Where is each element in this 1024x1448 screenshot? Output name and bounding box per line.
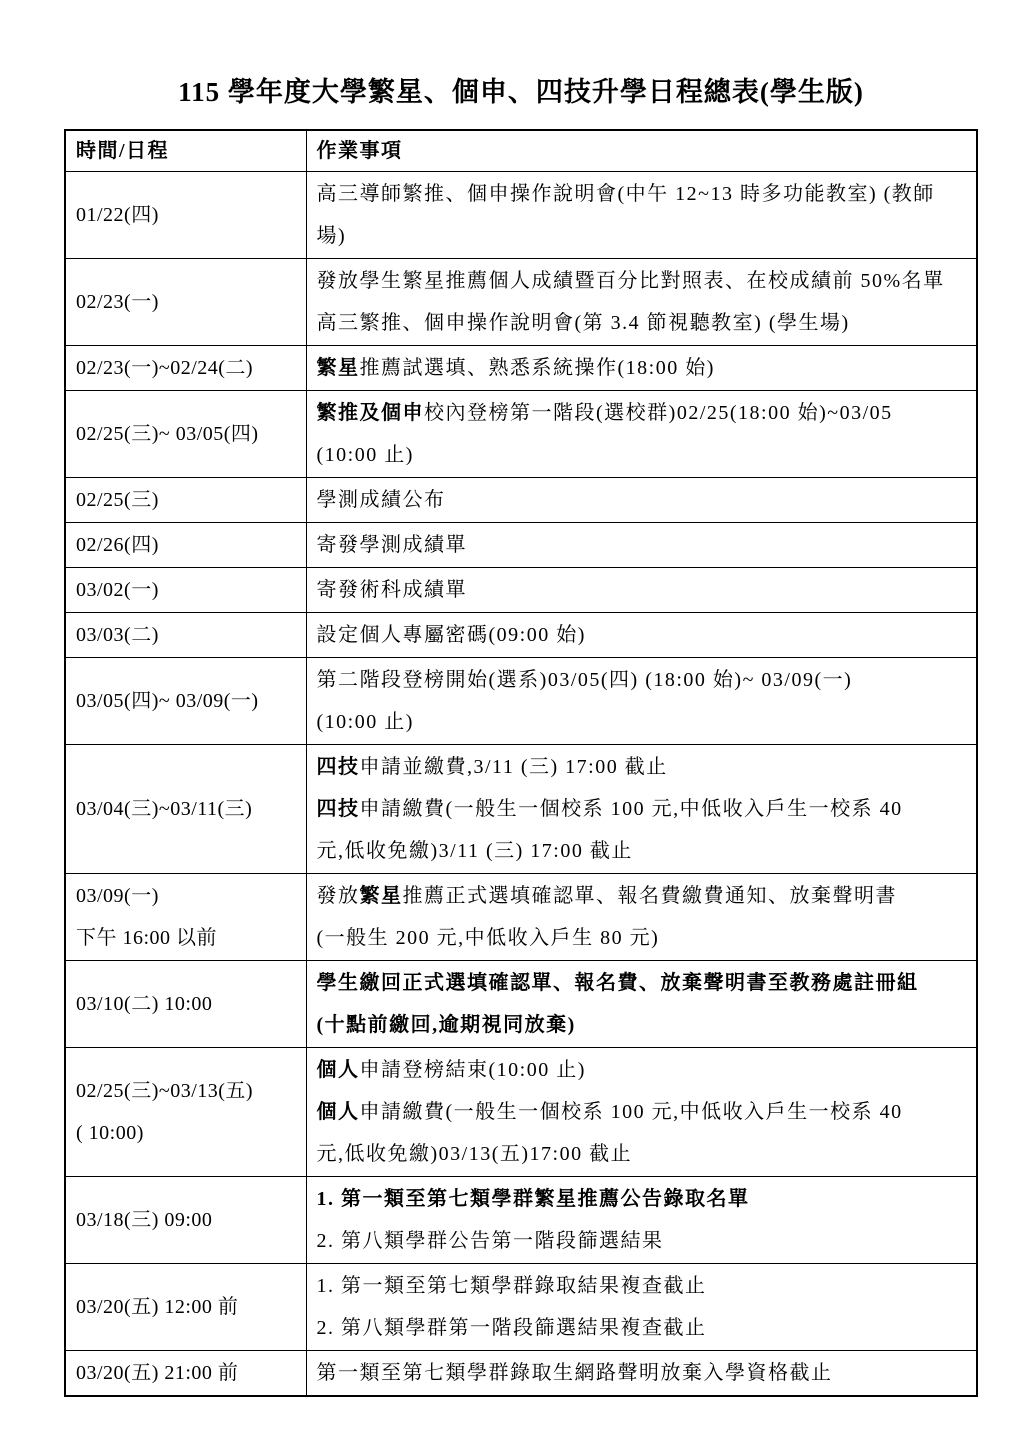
task-line	[317, 746, 969, 788]
task-line	[317, 347, 969, 389]
task-text: 1. 第一類至第七類學群錄取結果複查截止	[316, 1275, 707, 1297]
table-row	[65, 478, 977, 523]
task-line	[317, 524, 969, 566]
time-cell	[65, 1351, 306, 1397]
task-line	[317, 701, 969, 743]
table-row	[65, 613, 977, 658]
task-cell	[306, 172, 977, 259]
table-row	[65, 1048, 977, 1177]
task-line	[317, 1352, 969, 1394]
task-text-bold: 個人	[316, 1059, 360, 1081]
task-line	[317, 392, 969, 434]
table-row	[65, 1351, 977, 1397]
task-text-bold: 個人	[316, 1101, 360, 1123]
table-row	[65, 874, 977, 961]
task-cell	[306, 259, 977, 346]
task-text-bold: 四技	[316, 756, 360, 778]
time-cell	[65, 568, 306, 613]
task-text-bold: (十點前繳回,逾期視同放棄)	[316, 1014, 576, 1036]
table-row	[65, 523, 977, 568]
task-text: 申請登榜結束(10:00 止)	[359, 1059, 586, 1081]
time-line: 03/05(四)~ 03/09(一)	[76, 690, 259, 712]
task-cell	[306, 1048, 977, 1177]
time-line: ( 10:00)	[76, 1122, 144, 1144]
task-line	[317, 434, 969, 476]
task-text: (一般生 200 元,中低收入戶生 80 元)	[316, 927, 660, 949]
table-row	[65, 346, 977, 391]
task-text: 2. 第八類學群第一階段篩選結果複查截止	[316, 1317, 707, 1339]
task-text: 寄發學測成績單	[316, 534, 467, 556]
table-row	[65, 745, 977, 874]
task-text: 元,低收免繳)3/11 (三) 17:00 截止	[316, 840, 633, 862]
time-cell	[65, 658, 306, 745]
task-text-bold: 1. 第一類至第七類學群繁星推薦公告錄取名單	[316, 1188, 750, 1210]
table-row	[65, 391, 977, 478]
task-line	[317, 1220, 969, 1262]
task-cell	[306, 874, 977, 961]
task-text-bold: 四技	[316, 798, 360, 820]
task-cell	[306, 745, 977, 874]
task-text: 校內登榜第一階段(選校群)02/25(18:00 始)~03/05	[424, 402, 893, 424]
task-line	[317, 1049, 969, 1091]
task-line	[317, 614, 969, 656]
table-row	[65, 961, 977, 1048]
task-text: 第二階段登榜開始(選系)03/05(四) (18:00 始)~ 03/09(一)	[316, 669, 853, 691]
task-cell	[306, 568, 977, 613]
time-cell	[65, 613, 306, 658]
task-line	[317, 875, 969, 917]
task-line	[317, 1004, 969, 1046]
task-text: 申請繳費(一般生一個校系 100 元,中低收入戶生一校系 40	[359, 798, 903, 820]
task-line	[317, 659, 969, 701]
task-text: 寄發術科成績單	[316, 579, 467, 601]
task-line	[317, 302, 969, 344]
task-line	[317, 1091, 969, 1133]
task-text-bold: 繁推及個申	[316, 402, 424, 424]
time-cell	[65, 1177, 306, 1264]
time-line: 03/04(三)~03/11(三)	[76, 798, 253, 820]
task-text-bold: 繁星	[316, 357, 360, 379]
task-text: 場)	[316, 225, 347, 247]
task-text: 高三繁推、個申操作說明會(第 3.4 節視聽教室) (學生場)	[316, 312, 850, 334]
task-line	[317, 1178, 969, 1220]
time-cell	[65, 346, 306, 391]
time-line: 03/09(一)	[76, 885, 159, 907]
table-row	[65, 568, 977, 613]
task-text: 學測成績公布	[316, 489, 446, 511]
time-line: 02/25(三)~03/13(五)	[76, 1080, 254, 1102]
task-text: 元,低收免繳)03/13(五)17:00 截止	[316, 1143, 633, 1165]
header-tasks: 作業事項	[306, 130, 977, 172]
time-line: 02/23(一)~02/24(二)	[76, 357, 254, 379]
time-cell	[65, 259, 306, 346]
task-text: 申請繳費(一般生一個校系 100 元,中低收入戶生一校系 40	[359, 1101, 903, 1123]
task-text: 推薦正式選填確認單、報名費繳費通知、放棄聲明書	[402, 885, 897, 907]
time-line: 02/23(一)	[76, 291, 159, 313]
task-text: 設定個人專屬密碼(09:00 始)	[316, 624, 586, 646]
time-cell	[65, 745, 306, 874]
page-title: 115 學年度大學繁星、個申、四技升學日程總表(學生版)	[178, 77, 864, 107]
task-cell	[306, 613, 977, 658]
time-line: 02/26(四)	[76, 534, 159, 556]
time-cell	[65, 1264, 306, 1351]
task-cell	[306, 478, 977, 523]
time-line: 03/10(二) 10:00	[76, 993, 213, 1015]
task-text: 第一類至第七類學群錄取生網路聲明放棄入學資格截止	[316, 1362, 833, 1384]
task-line	[317, 173, 969, 215]
time-line: 下午 16:00 以前	[76, 927, 218, 949]
time-line: 03/20(五) 12:00 前	[76, 1296, 239, 1318]
header-time: 時間/日程	[65, 130, 306, 172]
table-row	[65, 259, 977, 346]
time-line: 02/25(三)~ 03/05(四)	[76, 423, 259, 445]
task-cell	[306, 391, 977, 478]
schedule-table	[64, 129, 978, 1397]
task-cell	[306, 1351, 977, 1397]
time-line: 01/22(四)	[76, 204, 159, 226]
task-cell	[306, 1264, 977, 1351]
time-cell	[65, 874, 306, 961]
task-cell	[306, 1177, 977, 1264]
time-line: 03/02(一)	[76, 579, 159, 601]
task-line	[317, 917, 969, 959]
task-text: (10:00 止)	[316, 711, 414, 733]
schedule-table-body	[65, 172, 977, 1397]
time-line: 03/20(五) 21:00 前	[76, 1362, 239, 1384]
task-line	[317, 479, 969, 521]
task-text: 2. 第八類學群公告第一階段篩選結果	[316, 1230, 664, 1252]
task-line	[317, 569, 969, 611]
table-header-row	[65, 130, 977, 172]
task-line	[317, 788, 969, 830]
time-line: 03/18(三) 09:00	[76, 1209, 213, 1231]
task-line	[317, 1307, 969, 1349]
table-row	[65, 658, 977, 745]
task-cell	[306, 658, 977, 745]
time-cell	[65, 478, 306, 523]
task-text: 高三導師繁推、個申操作說明會(中午 12~13 時多功能教室) (教師	[316, 183, 935, 205]
time-cell	[65, 172, 306, 259]
task-line	[317, 1265, 969, 1307]
task-text: 申請並繳費,3/11 (三) 17:00 截止	[359, 756, 668, 778]
task-cell	[306, 961, 977, 1048]
task-text: (10:00 止)	[316, 444, 414, 466]
task-text-bold: 學生繳回正式選填確認單、報名費、放棄聲明書至教務處註冊組	[316, 972, 919, 994]
task-text-bold: 繁星	[359, 885, 403, 907]
time-line: 03/03(二)	[76, 624, 159, 646]
task-text: 發放	[316, 885, 360, 907]
task-line	[317, 830, 969, 872]
task-line	[317, 1133, 969, 1175]
task-cell	[306, 346, 977, 391]
task-text: 推薦試選填、熟悉系統操作(18:00 始)	[359, 357, 715, 379]
time-cell	[65, 1048, 306, 1177]
time-cell	[65, 523, 306, 568]
task-line	[317, 260, 969, 302]
time-line: 02/25(三)	[76, 489, 159, 511]
task-line	[317, 962, 969, 1004]
time-cell	[65, 391, 306, 478]
table-row	[65, 172, 977, 259]
task-text: 發放學生繁星推薦個人成績暨百分比對照表、在校成績前 50%名單	[316, 270, 945, 292]
task-cell	[306, 523, 977, 568]
task-line	[317, 215, 969, 257]
time-cell	[65, 961, 306, 1048]
table-row	[65, 1264, 977, 1351]
table-row	[65, 1177, 977, 1264]
